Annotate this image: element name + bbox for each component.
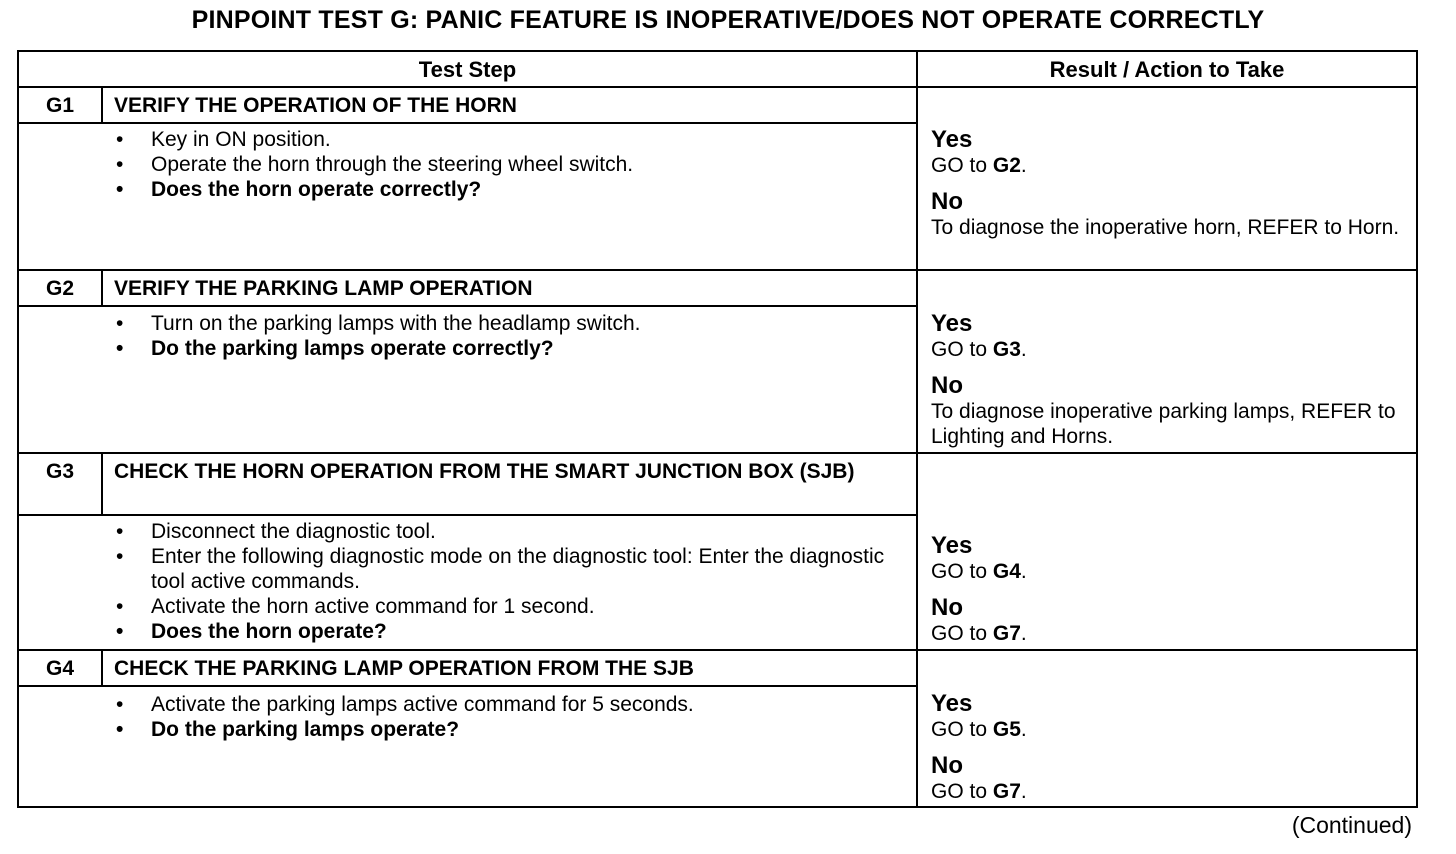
instruction-question: • Do the parking lamps operate correctly? (114, 336, 914, 361)
instruction-question: • Does the horn operate correctly? (114, 177, 914, 202)
yes-action: GO to G4. (931, 560, 1027, 583)
no-action: To diagnose the inoperative horn, REFER to Horn. (931, 216, 1400, 239)
no-label: No (931, 188, 963, 215)
header-result-action: Result / Action to Take (1049, 57, 1285, 82)
header-test-step: Test Step (418, 57, 517, 82)
yes-label: Yes (931, 532, 973, 559)
step-id: G2 (45, 277, 74, 300)
yes-action: GO to G2. (931, 154, 1027, 177)
step-result (931, 690, 1411, 814)
step-result (931, 310, 1411, 459)
instruction-item: • Activate the horn active command for 1 second. (114, 594, 914, 619)
step-result (931, 532, 1411, 656)
step-instructions (114, 692, 914, 742)
step-id: G3 (45, 460, 74, 483)
instruction-question: • Does the horn operate? (114, 619, 914, 644)
no-label: No (931, 594, 963, 621)
step-title: CHECK THE HORN OPERATION FROM THE SMART JUNCTION BOX (SJB) (114, 460, 855, 483)
instruction-item: • Operate the horn through the steering wheel switch. (114, 152, 914, 177)
step-instructions (114, 519, 914, 644)
yes-label: Yes (931, 126, 973, 153)
no-label: No (931, 752, 963, 779)
pinpoint-test-table (17, 50, 1418, 808)
yes-label: Yes (931, 310, 973, 337)
step-id: G4 (45, 657, 74, 680)
step-instructions (114, 311, 914, 361)
step-title: VERIFY THE OPERATION OF THE HORN (114, 94, 517, 117)
step-result (931, 126, 1411, 250)
instruction-item: • Enter the following diagnostic mode on the diagnostic tool: Enter the diagnostic tool active commands. (114, 544, 914, 594)
instruction-item: • Turn on the parking lamps with the headlamp switch. (114, 311, 914, 336)
continued-note: (Continued) (1291, 812, 1412, 838)
no-action: To diagnose inoperative parking lamps, REFER to Lighting and Horns. (931, 400, 1396, 448)
step-title: CHECK THE PARKING LAMP OPERATION FROM THE SJB (114, 657, 694, 680)
instruction-question: • Do the parking lamps operate? (114, 717, 914, 742)
step-instructions (114, 127, 914, 202)
no-label: No (931, 372, 963, 399)
no-action: GO to G7. (931, 780, 1027, 803)
step-id: G1 (45, 94, 74, 117)
page-title: PINPOINT TEST G: PANIC FEATURE IS INOPERATIVE/DOES NOT OPERATE CORRECTLY (191, 6, 1265, 34)
step-title: VERIFY THE PARKING LAMP OPERATION (114, 277, 533, 300)
yes-label: Yes (931, 690, 973, 717)
instruction-item: • Key in ON position. (114, 127, 914, 152)
yes-action: GO to G5. (931, 718, 1027, 741)
instruction-item: • Activate the parking lamps active command for 5 seconds. (114, 692, 914, 717)
instruction-item: • Disconnect the diagnostic tool. (114, 519, 914, 544)
yes-action: GO to G3. (931, 338, 1027, 361)
no-action: GO to G7. (931, 622, 1027, 645)
